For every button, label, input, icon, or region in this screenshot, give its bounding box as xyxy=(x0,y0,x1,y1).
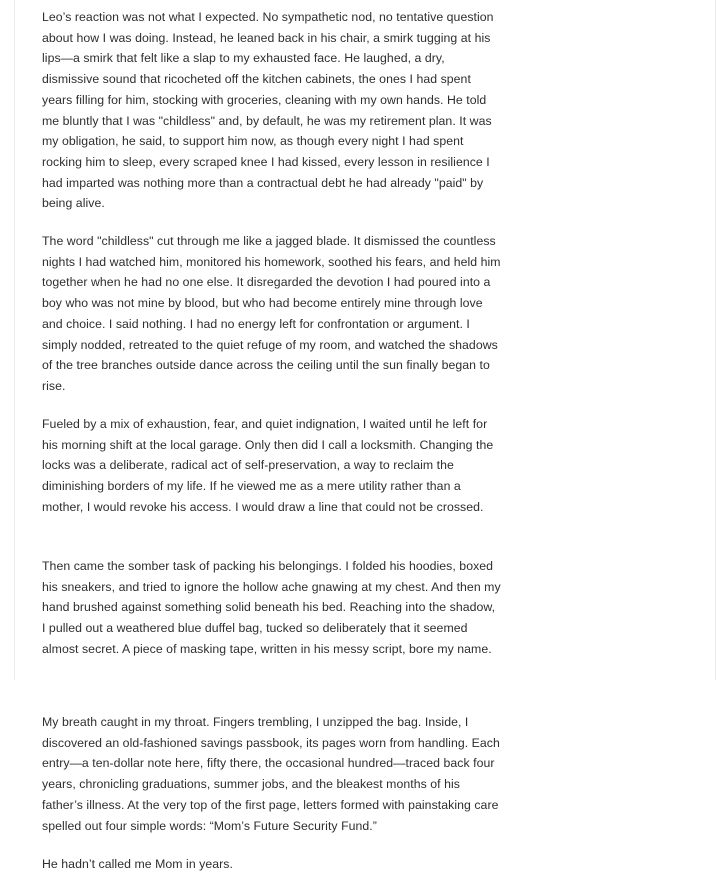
story-paragraph-1 xyxy=(42,7,502,214)
story-paragraph-4 xyxy=(42,556,502,660)
story-paragraph-6 xyxy=(42,854,502,875)
paragraph-text: Fueled by a mix of exhaustion, fear, and quiet indignation, I waited until he left for his morning shift at the local garage. Only then did I call a locksmith. Changing the locks was a deliberate, radical act of self-preservation, a way to reclaim the diminishing borders of my life. If he viewed me as a mere utility rather than a mother, I would revoke his access. I would draw a line that could not be crossed. xyxy=(42,417,494,514)
story-paragraph-5 xyxy=(42,712,502,836)
paragraph-text: Leo’s reaction was not what I expected. No sympathetic nod, no tentative question about how I was doing. Instead, he leaned back in his chair, a smirk tugging at his lips—a smirk that felt like a slap to my exhausted face. He laughed, a dry, dismissive sound that ricocheted off the kitchen cabinets, the ones I had spent years filling for him, stocking with groceries, cleaning with my own hands. He told me bluntly that I was "childless" and, by default, he was my retirement plan. It was my obligation, he said, to support him now, as though every night I had spent rocking him to sleep, every scraped knee I had kissed, every lesson in resilience I had imparted was nothing more than a contractual debt he had already "paid" by being alive. xyxy=(42,10,494,211)
paragraph-text: Then came the somber task of packing his belongings. I folded his hoodies, boxed his sneakers, and tried to ignore the hollow ache gnawing at my chest. And then my hand brushed against something solid beneath his bed. Reaching into the shadow, I pulled out a weathered blue duffel bag, tucked so deliberately that it seemed almost secret. A piece of masking tape, written in his messy script, bore my name. xyxy=(42,559,501,656)
story-paragraph-3 xyxy=(42,414,502,518)
paragraph-text: My breath caught in my throat. Fingers trembling, I unzipped the bag. Inside, I discovered an old-fashioned savings passbook, its pages worn from handling. Each entry—a ten-dollar note here, fifty there, the occasional hundred—traced back four years, chronicling graduations, summer jobs, and the bleakest months of his father’s illness. At the very top of the first page, letters formed with painstaking care spelled out four simple words: “Mom’s Future Security Fund.” xyxy=(42,715,500,833)
paragraph-text: The word "childless" cut through me like a jagged blade. It dismissed the countless nights I had watched him, monitored his homework, soothed his fears, and held him together when he had no one else. It disregarded the devotion I had poured into a boy who was not mine by blood, but who had become entirely mine through love and choice. I said nothing. I had no energy left for confrontation or argument. I simply nodded, retreated to the quiet refuge of my room, and watched the shadows of the tree branches outside dance across the ceiling until the sun finally began to rise. xyxy=(42,234,501,393)
story-paragraph-2 xyxy=(42,231,502,397)
paragraph-text: He hadn’t called me Mom in years. xyxy=(42,857,233,871)
